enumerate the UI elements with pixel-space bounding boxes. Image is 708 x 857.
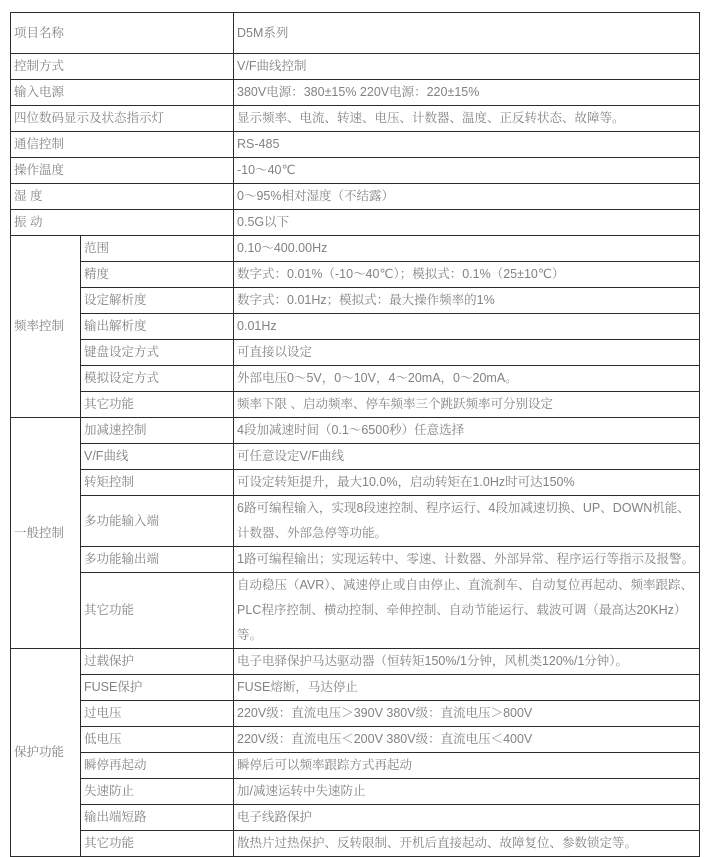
row-label: FUSE保护 [81, 675, 234, 701]
table-row [11, 13, 700, 54]
table-row [11, 340, 700, 366]
row-value: 数字式：0.01Hz；模拟式：最大操作频率的1% [234, 288, 700, 314]
row-value: RS-485 [234, 132, 700, 158]
row-value: 电子线路保护 [234, 805, 700, 831]
table-row [11, 573, 700, 649]
row-value: 1路可编程输出；实现运转中、零速、计数器、外部异常、程序运行等指示及报警。 [234, 547, 700, 573]
row-value: 220V级：直流电压＜200V 380V级：直流电压＜400V [234, 727, 700, 753]
table-row [11, 779, 700, 805]
table-row [11, 547, 700, 573]
row-value: 频率下限 、启动频率、停车频率三个跳跃频率可分别设定 [234, 392, 700, 418]
row-value: FUSE熔断，马达停止 [234, 675, 700, 701]
row-value: 可设定转矩提升，最大10.0%，启动转矩在1.0Hz时可达150% [234, 470, 700, 496]
row-value: 可任意设定V/F曲线 [234, 444, 700, 470]
row-value: 0.10～400.00Hz [234, 236, 700, 262]
row-value: 220V级：直流电压＞390V 380V级：直流电压＞800V [234, 701, 700, 727]
table-row [11, 831, 700, 857]
table-row [11, 418, 700, 444]
table-row [11, 262, 700, 288]
table-row [11, 470, 700, 496]
row-value: 加/减速运转中失速防止 [234, 779, 700, 805]
table-row [11, 649, 700, 675]
row-value: V/F曲线控制 [234, 54, 700, 80]
row-value: 可直接以设定 [234, 340, 700, 366]
group-label-protection: 保护功能 [11, 649, 81, 857]
row-label: 输出端短路 [81, 805, 234, 831]
row-value: 散热片过热保护、反转限制、开机后直接起动、故障复位、参数锁定等。 [234, 831, 700, 857]
table-row [11, 184, 700, 210]
table-row [11, 106, 700, 132]
row-label: 输入电源 [11, 80, 234, 106]
row-label: 过电压 [81, 701, 234, 727]
row-label: 过载保护 [81, 649, 234, 675]
row-value: D5M系列 [234, 13, 700, 54]
table-row [11, 80, 700, 106]
row-value: 瞬停后可以频率跟踪方式再起动 [234, 753, 700, 779]
row-label: 低电压 [81, 727, 234, 753]
row-label: 瞬停再起动 [81, 753, 234, 779]
row-label: V/F曲线 [81, 444, 234, 470]
row-label: 范围 [81, 236, 234, 262]
row-value: 自动稳压（AVR）、减速停止或自由停止、直流刹车、自动复位再起动、频率跟踪、PLC程序控制、横动控制、牵伸控制、自动节能运行、载波可调（最高达20KHz）等。 [234, 573, 700, 649]
row-label: 操作温度 [11, 158, 234, 184]
row-label: 其它功能 [81, 573, 234, 649]
table-row [11, 210, 700, 236]
table-row [11, 392, 700, 418]
group-label-general-control: 一般控制 [11, 418, 81, 649]
row-value: 6路可编程输入，实现8段速控制、程序运行、4段加减速切换、UP、DOWN机能、计数器、外部急停等功能。 [234, 496, 700, 547]
table-row [11, 675, 700, 701]
row-value: 外部电压0～5V，0～10V，4～20mA，0～20mA。 [234, 366, 700, 392]
table-row [11, 314, 700, 340]
spec-table [10, 12, 700, 857]
table-row [11, 753, 700, 779]
row-label: 项目名称 [11, 13, 234, 54]
row-label: 通信控制 [11, 132, 234, 158]
table-row [11, 727, 700, 753]
table-row [11, 54, 700, 80]
table-row [11, 444, 700, 470]
row-label: 振 动 [11, 210, 234, 236]
row-value: 0～95%相对湿度（不结露） [234, 184, 700, 210]
row-label: 多功能输出端 [81, 547, 234, 573]
row-label: 其它功能 [81, 831, 234, 857]
table-row [11, 496, 700, 547]
table-row [11, 701, 700, 727]
row-value: 显示频率、电流、转速、电压、计数器、温度、正反转状态、故障等。 [234, 106, 700, 132]
group-label-frequency-control: 频率控制 [11, 236, 81, 418]
row-label: 四位数码显示及状态指示灯 [11, 106, 234, 132]
row-value: 电子电驿保护马达驱动器（恒转矩150%/1分钟，风机类120%/1分钟）。 [234, 649, 700, 675]
row-label: 控制方式 [11, 54, 234, 80]
table-row [11, 288, 700, 314]
row-label: 湿 度 [11, 184, 234, 210]
row-label: 键盘设定方式 [81, 340, 234, 366]
row-value: 380V电源：380±15% 220V电源：220±15% [234, 80, 700, 106]
row-value: -10～40℃ [234, 158, 700, 184]
row-label: 精度 [81, 262, 234, 288]
row-label: 其它功能 [81, 392, 234, 418]
table-row [11, 158, 700, 184]
row-label: 模拟设定方式 [81, 366, 234, 392]
row-label: 设定解析度 [81, 288, 234, 314]
table-row [11, 132, 700, 158]
row-label: 加减速控制 [81, 418, 234, 444]
table-row [11, 236, 700, 262]
row-value: 数字式：0.01%（-10～40℃）；模拟式：0.1%（25±10℃） [234, 262, 700, 288]
row-label: 失速防止 [81, 779, 234, 805]
row-label: 多功能输入端 [81, 496, 234, 547]
row-value: 0.01Hz [234, 314, 700, 340]
row-value: 4段加减速时间（0.1～6500秒）任意选择 [234, 418, 700, 444]
row-label: 转矩控制 [81, 470, 234, 496]
table-row [11, 366, 700, 392]
row-value: 0.5G以下 [234, 210, 700, 236]
row-label: 输出解析度 [81, 314, 234, 340]
table-row [11, 805, 700, 831]
